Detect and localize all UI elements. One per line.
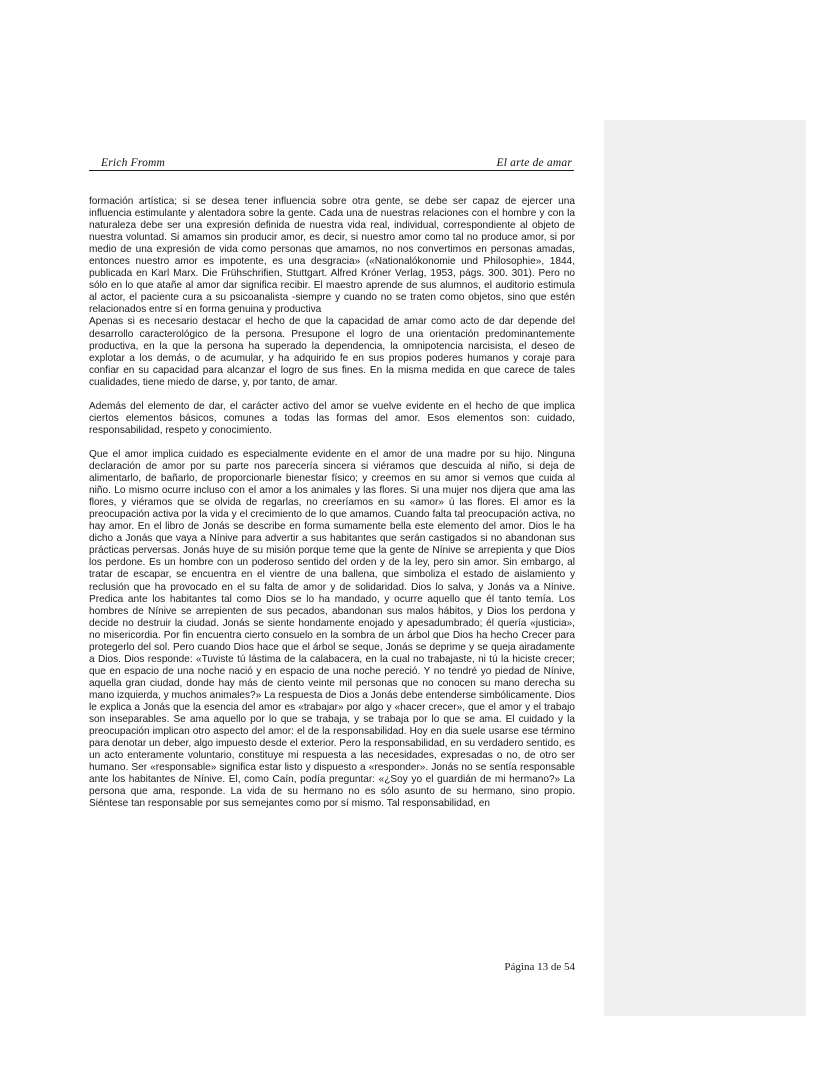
running-head-title: El arte de amar (496, 157, 572, 169)
paragraph: Que el amor implica cuidado es especialmente evidente en el amor de una madre por su hijo. Ninguna declaración de amor por su parte nos parecería sincera si viéramos que descuida al niño, si deja de alimentarlo, de bañarlo, de proporcionarle bienestar físico; y creemos en su amor si vemos que cuida al niño. Lo mismo ocurre incluso con el amor a los animales y las flores. Si una mujer nos dijera que ama las flores, y viéramos que se olvida de regarlas, no creeríamos en su «amor» ú las flores. El amor es la preocupación activa por la vida y el crecimiento de lo que amamos. Cuando falta tal preocupación activa, no hay amor. En el libro de Jonás se describe en forma sumamente bella este elemento del amor. Dios le ha dicho a Jonás que vaya a Nínive para advertir a sus habitantes que serán castigados si no abandonan sus prácticas perversas. Jonás huye de su misión porque teme que la gente de Nínive se arrepienta y que Dios los perdone. Es un hombre con un poderoso sentido del orden y de la ley, pero sin amor. Sin embargo, al tratar de escapar, se encuentra en el vientre de una ballena, que simboliza el estado de aislamiento y reclusión que ha provocado en el su falta de amor y de solidaridad. Dios lo salva, y Jonás va a Nínive. Predica ante los habitantes tal como Dios se lo ha mandado, y ocurre aquello que él tanto temía. Los hombres de Nínive se arrepienten de sus pecados, abandonan sus malos hábitos, y Dios los perdona y decide no destruir la ciudad. Jonás se siente hondamente enojado y apesadumbrado; él quería «justicia», no misericordia. Por fin encuentra cierto consuelo en la sombra de un árbol que Dios ha hecho Crecer para protegerlo del sol. Pero cuando Dios hace que el árbol se seque, Jonás se deprime y se queja airadamente a Dios. Dios responde: «Tuviste tú lástima de la calabacera, en la cual no trabajaste, ni tú la hiciste crecer; que en espacio de una noche nació y en espacio de una noche pereció. Y no tendré yo piedad de Nínive, aquella gran ciudad, donde hay más de ciento veinte mil personas que no conocen su mano derecha su mano izquierda, y muchos animales?» La respuesta de Dios a Jonás debe entenderse simbólicamente. Dios le explica a Jonás que la esencia del amor es «trabajar» por algo y «hacer crecer», que el amor y el trabajo son inseparables. Se ama aquello por lo que se trabaja, y se trabaja por lo que se ama. El cuidado y la preocupación implican otro aspecto del amor: el de la responsabilidad. Hoy en dia suele usarse ese término para denotar un deber, algo impuesto desde el exterior. Pero la responsabilidad, en su verdadero sentido, es un acto enteramente voluntario, constituye mi respuesta a las necesidades, expresadas o no, de otro ser humano. Ser «responsable» significa estar listo y dispuesto a «responder». Jonás no se sentía responsable ante los habitantes de Nínive. El, como Caín, podía preguntar: «¿Soy yo el guardián de mi hermano?» La persona que ama, responde. La vida de su hermano no es sólo asunto de su hermano, sino propio. Siéntese tan responsable por sus semejantes como por sí mismo. Tal responsabilidad, en (89, 448, 575, 810)
running-head-author: Erich Fromm (101, 157, 166, 169)
page-number-label: Página 13 de 54 (504, 961, 575, 973)
paragraph: Además del elemento de dar, el carácter activo del amor se vuelve evidente en el hecho de que implica ciertos elementos básicos, comunes a todas las formas del amor. Esos elementos son: cuidado, responsabilidad, respeto y conocimiento. (89, 400, 575, 436)
running-head (89, 157, 574, 171)
body-text (89, 196, 575, 810)
page-footer (89, 961, 575, 973)
right-side-panel (604, 120, 806, 1016)
paragraph: Apenas si es necesario destacar el hecho de que la capacidad de amar como acto de dar depende del desarrollo caracterológico de la persona. Presupone el logro de una orientación predominantemente productiva, en la que la persona ha superado la dependencia, la omnipotencia narcisista, el deseo de explotar a los demás, o de acumular, y ha adquirido fe en sus propios poderes humanos y coraje para confiar en su capacidad para alcanzar el logro de sus fines. En la misma medida en que carece de tales cualidades, tiene miedo de darse, y, por tanto, de amar. (89, 316, 575, 388)
paragraph: formación artística; si se desea tener influencia sobre otra gente, se debe ser capaz de ejercer una influencia estimulante y alentadora sobre la gente. Cada una de nuestras relaciones con el hombre y con la naturaleza debe ser una expresión definida de nuestra vida real, individual, correspondiente al objeto de nuestra voluntad. Si amamos sin producir amor, es decir, si nuestro amor como tal no produce amor, si por medio de una expresión de vida como personas que amamos, no nos convertimos en personas amadas, entonces nuestro amor es impotente, es una desgracia» («Nationalókonomie und Philosophie», 1844, publicada en Karl Marx. Die Frühschrifien, Stuttgart. Alfred Króner Verlag, 1953, págs. 300. 301). Pero no sólo en lo que atañe al amor dar significa recibir. El maestro aprende de sus alumnos, el auditorio estimula al actor, el paciente cura a su psicoanalista -siempre y cuando no se traten como objetos, sino que estén relacionados entre sí en forma genuina y productiva (89, 196, 575, 316)
